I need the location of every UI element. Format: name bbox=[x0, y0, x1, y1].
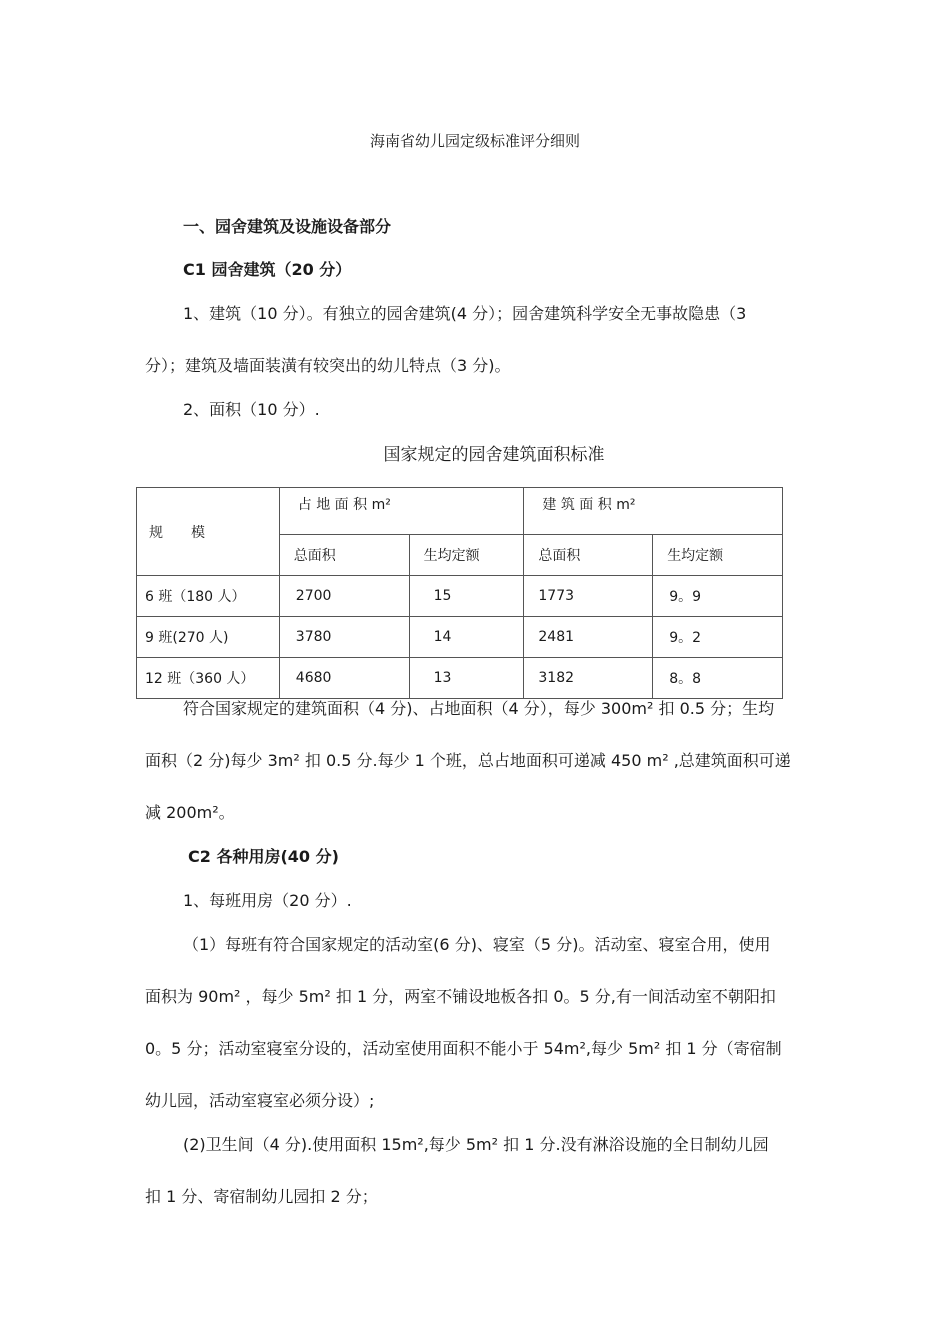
document-title: 海南省幼儿园定级标准评分细则 bbox=[369, 132, 580, 150]
cell-build-per: 9。9 bbox=[653, 576, 783, 617]
cell-build-total: 3182 bbox=[524, 658, 653, 699]
c1-heading: C1 园舍建筑（20 分） bbox=[183, 260, 352, 279]
section-heading: 一、园舍建筑及设施设备部分 bbox=[183, 217, 392, 236]
c2-para2-line2: 扣 1 分、寄宿制幼儿园扣 2 分； bbox=[145, 1187, 378, 1206]
table-row bbox=[137, 576, 783, 617]
subheader-build-per-child: 生均定额 bbox=[653, 535, 783, 576]
header-building-area: 建 筑 面 积 m² bbox=[524, 488, 783, 535]
area-paragraph-line1: 符合国家规定的建筑面积（4 分)、占地面积（4 分），每少 300m² 扣 0.5 分；生均 bbox=[183, 699, 775, 718]
cell-build-per: 8。8 bbox=[653, 658, 783, 699]
subheader-build-total: 总面积 bbox=[524, 535, 653, 576]
c1-item1-line2: 分）；建筑及墙面装潢有较突出的幼儿特点（3 分)。 bbox=[145, 356, 511, 375]
table-title: 国家规定的园舍建筑面积标准 bbox=[383, 445, 605, 465]
cell-land-per: 15 bbox=[409, 576, 524, 617]
c2-para1-line1: （1）每班有符合国家规定的活动室(6 分)、寝室（5 分)。活动室、寝室合用，使用 bbox=[183, 935, 771, 954]
cell-build-per: 9。2 bbox=[653, 617, 783, 658]
cell-land-per: 13 bbox=[409, 658, 524, 699]
c2-para1-line3: 0。5 分；活动室寝室分设的，活动室使用面积不能小于 54m²,每少 5m² 扣 1 分（寄宿制 bbox=[145, 1039, 782, 1058]
cell-land-total: 3780 bbox=[279, 617, 409, 658]
cell-land-total: 4680 bbox=[279, 658, 409, 699]
c2-para2-line1: (2)卫生间（4 分).使用面积 15m²,每少 5m² 扣 1 分.没有淋浴设施的全日制幼儿园 bbox=[183, 1135, 769, 1154]
header-land-area: 占 地 面 积 m² bbox=[279, 488, 524, 535]
cell-build-total: 1773 bbox=[524, 576, 653, 617]
c1-item2: 2、面积（10 分）. bbox=[183, 400, 320, 419]
cell-scale: 9 班(270 人) bbox=[137, 617, 280, 658]
area-paragraph-line3: 减 200m²。 bbox=[145, 803, 235, 822]
c2-para1-line4: 幼儿园，活动室寝室必须分设）; bbox=[145, 1091, 375, 1110]
c2-para1-line2: 面积为 90m² ，每少 5m² 扣 1 分，两室不铺设地板各扣 0。5 分,有一间活动室不朝阳扣 bbox=[145, 987, 776, 1006]
header-scale: 规 模 bbox=[137, 488, 280, 576]
table-row bbox=[137, 617, 783, 658]
cell-scale: 12 班（360 人） bbox=[137, 658, 280, 699]
area-paragraph-line2: 面积（2 分)每少 3m² 扣 0.5 分.每少 1 个班，总占地面积可递减 450 m² ,总建筑面积可递 bbox=[145, 751, 791, 770]
area-standard-table bbox=[136, 487, 783, 699]
c1-item1-line1: 1、建筑（10 分）。有独立的园舍建筑(4 分）；园舍建筑科学安全无事故隐患（3 bbox=[183, 304, 747, 323]
subheader-land-per-child: 生均定额 bbox=[409, 535, 524, 576]
cell-scale: 6 班（180 人） bbox=[137, 576, 280, 617]
subheader-land-total: 总面积 bbox=[279, 535, 409, 576]
table-row bbox=[137, 658, 783, 699]
c2-heading: C2 各种用房(40 分) bbox=[188, 847, 339, 866]
cell-land-total: 2700 bbox=[279, 576, 409, 617]
cell-land-per: 14 bbox=[409, 617, 524, 658]
c2-item1: 1、每班用房（20 分）. bbox=[183, 891, 352, 910]
cell-build-total: 2481 bbox=[524, 617, 653, 658]
